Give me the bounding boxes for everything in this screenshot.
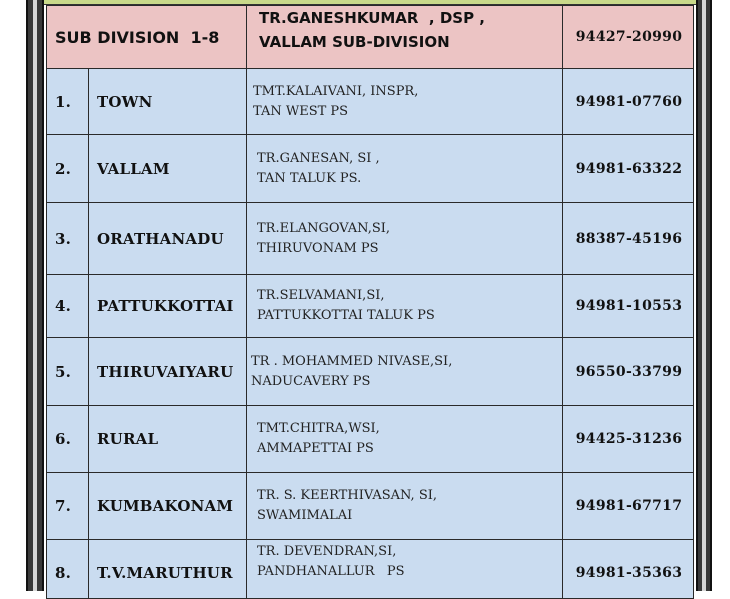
phone-number: 94981-67717	[575, 498, 683, 514]
officer-cell	[247, 135, 563, 202]
station-name: TOWN	[97, 92, 153, 111]
phone-cell	[563, 473, 695, 539]
row-number: 4.	[55, 297, 72, 315]
phone-cell	[563, 540, 695, 598]
officer-name: TR . MOHAMMED NIVASE,SI,	[251, 353, 453, 369]
table-row	[46, 337, 694, 406]
table-row	[46, 134, 694, 203]
station-cell	[89, 135, 247, 202]
row-number-cell	[47, 540, 89, 598]
officer-cell	[247, 203, 563, 274]
row-number-cell	[47, 275, 89, 337]
station-cell	[89, 540, 247, 598]
officer-name: TR. S. KEERTHIVASAN, SI,	[257, 488, 437, 503]
officer-cell	[247, 540, 563, 598]
officer-cell	[247, 69, 563, 134]
row-number-cell	[47, 338, 89, 405]
officer-name: TR.SELVAMANI,SI,	[257, 288, 385, 303]
row-number: 3.	[55, 229, 72, 248]
station-cell	[89, 203, 247, 274]
officer-name: TR.ELANGOVAN,SI,	[257, 220, 391, 236]
row-number: 2.	[55, 159, 72, 178]
police-station: THIRUVONAM PS	[257, 240, 379, 256]
station-name: RURAL	[97, 430, 159, 448]
row-number-cell	[47, 203, 89, 274]
station-name: ORATHANADU	[97, 229, 224, 248]
phone-number: 88387-45196	[575, 230, 683, 247]
police-station: NADUCAVERY PS	[251, 373, 371, 389]
police-station: PATTUKKOTTAI TALUK PS	[257, 308, 435, 323]
phone-number: 94981-10553	[575, 298, 683, 314]
row-number: 8.	[55, 564, 72, 582]
phone-number: 94981-35363	[575, 565, 683, 581]
station-cell	[89, 69, 247, 134]
dsp-officer-cell	[247, 6, 563, 68]
phone-cell	[563, 135, 695, 202]
table-row	[46, 68, 694, 135]
officer-name: TMT.CHITRA,WSI,	[257, 421, 380, 436]
header-row	[46, 5, 694, 69]
officer-name: TR. DEVENDRAN,SI,	[257, 544, 397, 559]
station-name: PATTUKKOTTAI	[97, 297, 234, 315]
table-row	[46, 539, 694, 599]
row-number: 7.	[55, 497, 72, 515]
station-cell	[89, 473, 247, 539]
dsp-phone-cell	[563, 6, 695, 68]
row-number: 1.	[55, 92, 72, 111]
officer-cell	[247, 473, 563, 539]
station-name: VALLAM	[97, 159, 170, 178]
phone-cell	[563, 203, 695, 274]
station-name: THIRUVAIYARU	[97, 362, 234, 381]
station-cell	[89, 275, 247, 337]
dsp-officer-name: TR.GANESHKUMAR , DSP ,	[259, 9, 485, 27]
phone-number: 96550-33799	[575, 363, 683, 380]
police-station: SWAMIMALAI	[257, 508, 353, 523]
sub-division-cell	[47, 6, 247, 68]
officer-cell	[247, 338, 563, 405]
table-row	[46, 202, 694, 275]
officer-name: TMT.KALAIVANI, INSPR,	[253, 83, 419, 99]
row-number: 6.	[55, 430, 72, 448]
sub-division-title: SUB DIVISION 1-8	[55, 27, 220, 47]
officer-cell	[247, 406, 563, 472]
phone-cell	[563, 406, 695, 472]
police-station: PANDHANALLUR PS	[257, 564, 405, 579]
police-station: AMMAPETTAI PS	[257, 441, 374, 456]
dsp-phone: 94427-20990	[575, 29, 683, 45]
station-name: T.V.MARUTHUR	[97, 564, 233, 582]
station-name: KUMBAKONAM	[97, 497, 234, 515]
table-row	[46, 405, 694, 473]
row-number-cell	[47, 473, 89, 539]
table-row	[46, 274, 694, 338]
station-cell	[89, 338, 247, 405]
phone-number: 94981-63322	[575, 160, 683, 177]
officer-name: TR.GANESAN, SI ,	[257, 150, 380, 166]
row-number: 5.	[55, 362, 72, 381]
page-border-left	[26, 0, 44, 591]
phone-cell	[563, 69, 695, 134]
phone-cell	[563, 338, 695, 405]
station-cell	[89, 406, 247, 472]
police-station: TAN TALUK PS.	[257, 170, 362, 186]
police-station: TAN WEST PS	[253, 103, 349, 119]
phone-number: 94425-31236	[575, 431, 683, 447]
table-row	[46, 472, 694, 540]
row-number-cell	[47, 135, 89, 202]
dsp-officer-division: VALLAM SUB-DIVISION	[259, 33, 450, 51]
row-number-cell	[47, 69, 89, 134]
page-border-right	[696, 0, 712, 591]
officer-cell	[247, 275, 563, 337]
phone-number: 94981-07760	[575, 93, 683, 110]
phone-cell	[563, 275, 695, 337]
row-number-cell	[47, 406, 89, 472]
